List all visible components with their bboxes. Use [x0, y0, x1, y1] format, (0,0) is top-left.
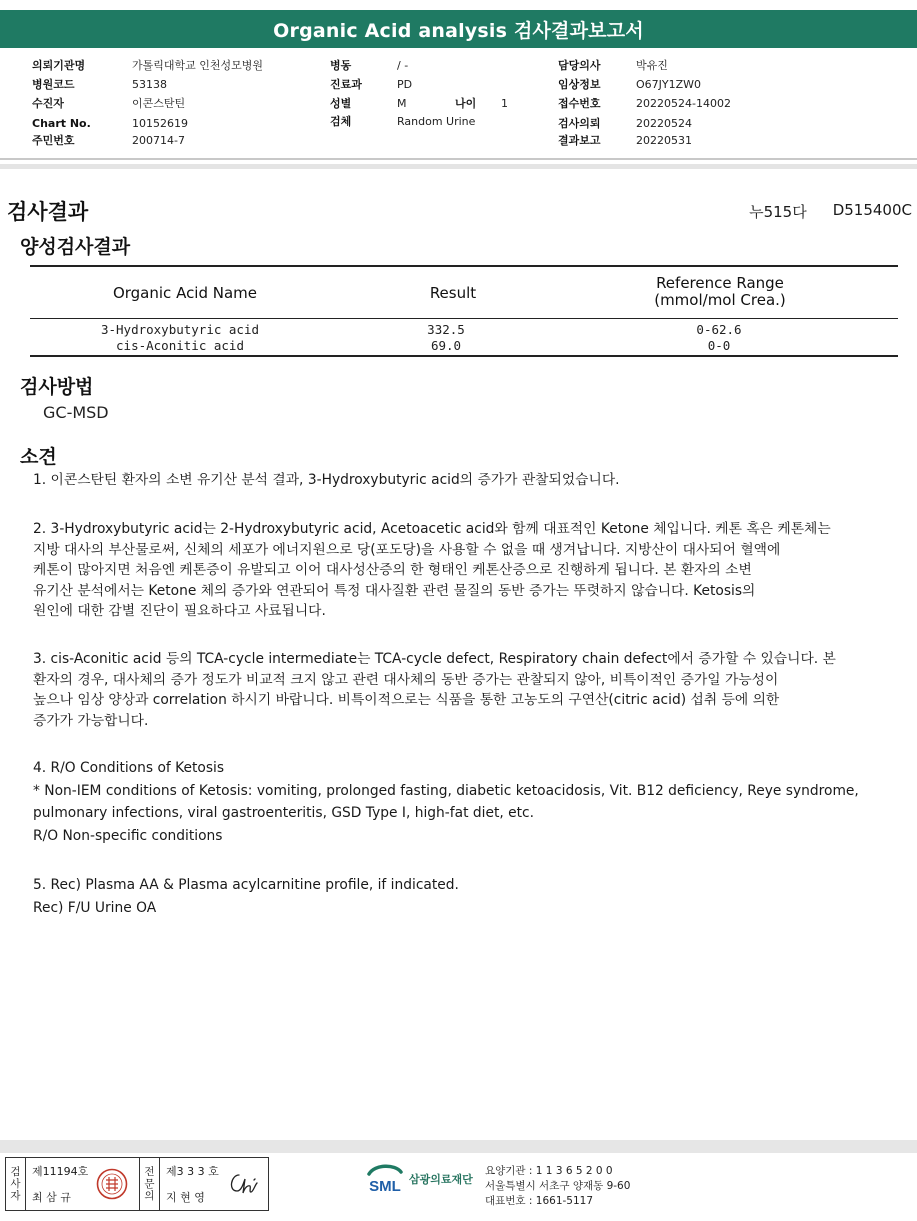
info-label: 검사의뢰 — [558, 117, 601, 130]
info-label: 결과보고 — [558, 134, 601, 147]
info-label: 주민번호 — [32, 134, 75, 147]
org-info-line: 요양기관 : 1 1 3 6 5 2 0 0 — [485, 1165, 613, 1177]
info-row-report-date — [558, 131, 692, 149]
table-cell-result: 69.0 — [430, 338, 462, 353]
info-value: 200714-7 — [132, 133, 185, 147]
info-label: 검체 — [330, 115, 352, 128]
finding-paragraph-1: 1. 이콘스탄틴 환자의 소변 유기산 분석 결과, 3-Hydroxybutyric acid의 증가가 관찰되었습니다. — [33, 472, 620, 488]
specialist-text — [160, 1158, 219, 1210]
report-title: Organic Acid analysis 검사결과보고서 — [0, 10, 917, 48]
org-info-line: 대표번호 : 1661-5117 — [485, 1195, 594, 1207]
org-info-line: 서울특별시 서초구 양재동 9-60 — [485, 1180, 631, 1192]
info-value: Random Urine — [397, 114, 476, 128]
specialist-number: 제3 3 3 호 — [166, 1165, 219, 1178]
info-value: 20220524 — [636, 116, 692, 130]
finding-line: 4. R/O Conditions of Ketosis — [33, 760, 225, 776]
info-value: 20220531 — [636, 133, 692, 147]
finding-line: 5. Rec) Plasma AA & Plasma acylcarnitine profile, if indicated. — [33, 877, 459, 893]
finding-line: 유기산 분석에서는 Ketone 체의 증가와 연관되어 특정 대사질환 관련 물질의 동반 증가는 뚜렷하지 않습니다. Ketosis의 — [33, 582, 756, 599]
header-acid-name: Organic Acid Name — [112, 284, 258, 302]
examiner-label-char: 검 — [10, 1166, 21, 1178]
organization-name: 삼광의료재단 — [409, 1173, 473, 1186]
examiner-name: 최 삼 규 — [32, 1191, 71, 1204]
info-row-resident-no — [32, 131, 185, 149]
info-value: 53138 — [132, 77, 167, 91]
table-top-rule — [30, 265, 898, 267]
info-label: 담당의사 — [558, 59, 601, 72]
examiner-label-char: 사 — [10, 1178, 21, 1190]
info-row-specimen — [330, 112, 475, 130]
info-row-department — [330, 75, 412, 93]
info-row-clinical-info — [558, 75, 701, 93]
finding-paragraph-2 — [33, 519, 893, 622]
positive-results-title: 양성검사결과 — [20, 236, 131, 258]
info-value: 박유진 — [636, 59, 668, 72]
finding-line: Rec) F/U Urine OA — [33, 900, 157, 916]
method-value: GC-MSD — [43, 403, 109, 422]
signature-box — [5, 1157, 269, 1211]
finding-line: * Non-IEM conditions of Ketosis: vomiting, prolonged fasting, diabetic ketoacidosis, Vit. B12 deficiency, Reye syndrome, — [33, 782, 859, 799]
specialist-label-char: 전 — [144, 1166, 155, 1178]
table-cell-reference: 0-62.6 — [696, 322, 742, 337]
info-value: 10152619 — [132, 116, 188, 130]
table-cell-reference: 0-0 — [707, 338, 731, 353]
sml-logo-icon — [365, 1162, 405, 1196]
info-value: 1 — [501, 96, 508, 110]
info-row-hospital-code — [32, 75, 167, 93]
code-korean: 누515다 — [749, 203, 807, 221]
footer-band — [0, 1140, 917, 1153]
info-row-patient — [32, 94, 185, 112]
section-divider — [0, 164, 917, 169]
organization-logo — [365, 1162, 473, 1196]
info-value: PD — [397, 77, 413, 91]
specialist-label-char: 의 — [144, 1190, 155, 1202]
finding-line: 지방 대사의 부산물로써, 신체의 세포가 에너지원으로 당(포도당)을 사용할 수 없을 때 생겨납니다. 지방산이 대사되어 혈액에 — [33, 541, 781, 558]
info-label: 병동 — [330, 59, 352, 72]
examiner-text — [26, 1158, 88, 1210]
organization-info — [485, 1164, 630, 1209]
examiner-number: 제11194호 — [32, 1165, 89, 1178]
examiner-seal-icon — [96, 1168, 128, 1200]
finding-line: 2. 3-Hydroxybutyric acid는 2-Hydroxybutyric acid, Acetoacetic acid와 함께 대표적인 Ketone 체입니다. 케톤 혹은 케톤체는 — [33, 521, 831, 537]
result-codes — [749, 201, 912, 222]
finding-line: 증가가 가능합니다. — [33, 712, 149, 729]
info-row-request-date — [558, 114, 692, 132]
info-value: 20220524-14002 — [636, 96, 731, 110]
info-label: 나이 — [455, 97, 477, 110]
info-label: 수진자 — [32, 97, 64, 110]
header-result: Result — [429, 284, 477, 302]
finding-paragraph-5 — [33, 874, 893, 920]
examiner-label-char: 자 — [10, 1190, 21, 1202]
code-test: D515400C — [832, 201, 912, 219]
info-label: 병원코드 — [32, 78, 75, 91]
signature-icon — [225, 1169, 261, 1199]
results-section-title: 검사결과 — [7, 200, 89, 224]
finding-line: 케톤이 많아지면 처음엔 케톤증이 유발되고 이어 대사성산증의 한 형태인 케톤산증으로 진행하게 됩니다. 본 환자의 소변 — [33, 562, 752, 578]
logo-text: SML — [369, 1178, 401, 1195]
info-row-institution — [32, 56, 263, 74]
specialist-name: 지 현 영 — [166, 1191, 205, 1204]
info-row-chart-no — [32, 114, 188, 132]
finding-line: pulmonary infections, viral gastroenteritis, GSD Type I, high-fat diet, etc. — [33, 805, 535, 821]
examiner-cell — [26, 1158, 140, 1210]
finding-line: 3. cis-Aconitic acid 등의 TCA-cycle intermediate는 TCA-cycle defect, Respiratory chain defect에서 증가할 수 있습니다. 본 — [33, 651, 836, 667]
info-label: 진료과 — [330, 78, 362, 91]
info-label: 임상정보 — [558, 78, 601, 91]
table-cell-name: 3-Hydroxybutyric acid — [100, 322, 260, 337]
info-value: / - — [397, 58, 409, 72]
finding-line: 환자의 경우, 대사체의 증가 정도가 비교적 크지 않고 관련 대사체의 동반 증가는 관찰되지 않아, 비특이적인 증가일 가능성이 — [33, 671, 779, 688]
info-row-accession-no — [558, 94, 731, 112]
specialist-label-char: 문 — [144, 1178, 155, 1190]
header-reference-line1: Reference Range — [656, 274, 784, 292]
method-title: 검사방법 — [20, 376, 94, 398]
specialist-label — [140, 1158, 160, 1210]
table-header-rule — [30, 318, 898, 319]
specialist-cell — [160, 1158, 268, 1210]
info-value: 이콘스탄틴 — [132, 97, 186, 110]
finding-line: 원인에 대한 감별 진단이 필요하다고 사료됩니다. — [33, 603, 326, 619]
table-cell-result: 332.5 — [427, 322, 465, 337]
info-label: 성별 — [330, 97, 352, 110]
info-value: M — [397, 96, 407, 110]
finding-line: 높으나 임상 양상과 correlation 하시기 바랍니다. 비특이적으로는 식품을 통한 고농도의 구연산(citric acid) 섭취 등에 의한 — [33, 692, 780, 708]
header-reference-line2: (mmol/mol Crea.) — [654, 291, 786, 309]
finding-paragraph-3 — [33, 649, 893, 731]
table-cell-name: cis-Aconitic acid — [116, 338, 244, 353]
findings-title: 소견 — [20, 446, 57, 468]
info-label: 의뢰기관명 — [32, 59, 86, 72]
table-bottom-rule — [30, 355, 898, 357]
info-label: Chart No. — [32, 116, 91, 130]
examiner-label — [6, 1158, 26, 1210]
finding-paragraph-4 — [33, 757, 893, 847]
patient-info-box — [0, 48, 917, 160]
finding-line: R/O Non-specific conditions — [33, 827, 223, 844]
info-row-sex — [330, 94, 407, 112]
header-reference-range — [620, 275, 820, 309]
info-row-doctor — [558, 56, 668, 74]
info-label: 접수번호 — [558, 97, 601, 110]
info-row-age — [455, 94, 508, 112]
info-value: 가톨릭대학교 인천성모병원 — [132, 59, 264, 72]
info-row-ward — [330, 56, 408, 74]
info-value: O67JY1ZW0 — [636, 77, 702, 91]
